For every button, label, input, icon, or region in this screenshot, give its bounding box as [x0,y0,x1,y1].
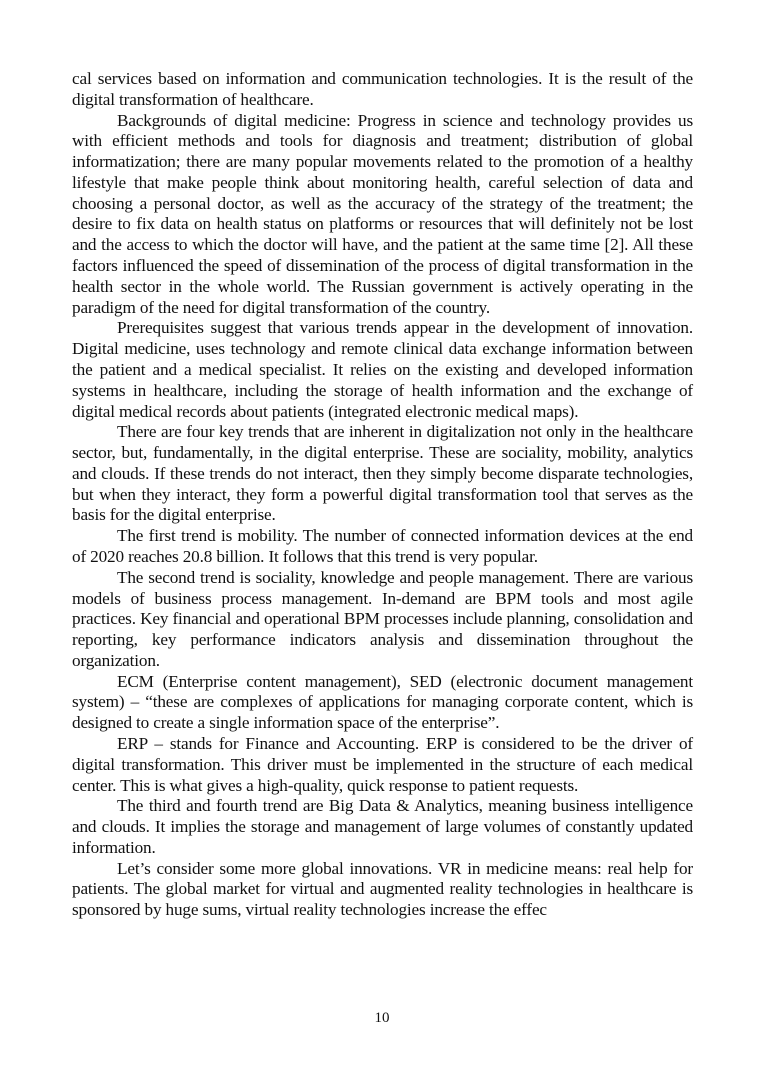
page-body [72,69,693,921]
page-number: 10 [374,1010,390,1026]
paragraph-backgrounds-digital-medicine: Backgrounds of digital medicine: Progress in science and technology provides us with efficient methods and tools for diagnosis and treatment; distribution of global informatization; there are many popular movements related to the promotion of a healthy lifestyle that make people think about monitoring health, careful selection of data and choosing a personal doctor, as well as the accuracy of the strategy of the treatment; the desire to fix data on health status on platforms or resources that will definitely not be lost and the access to which the doctor will have, and the patient at the same time [2]. All these factors influenced the speed of dissemination of the process of digital transformation in the health sector in the whole world. The Russian government is actively operating in the paradigm of the need for digital transformation of the country. [72,110,693,317]
paragraph-erp: ERP – stands for Finance and Accounting. ERP is considered to be the driver of digital transformation. This driver must be implemented in the structure of each medical center. This is what gives a high-quality, quick response to patient requests. [72,734,693,795]
paragraph-global-innovations: Let’s consider some more global innovations. VR in medicine means: real help for patients. The global market for virtual and augmented reality technologies in healthcare is sponsored by huge sums, virtual reality technologies increase the effec [72,858,693,920]
paragraph-first-trend: The first trend is mobility. The number of connected information devices at the end of 2020 reaches 20.8 billion. It follows that this trend is very popular. [72,526,693,566]
paragraph-prerequisites: Prerequisites suggest that various trends appear in the development of innovation. Digital medicine, uses technology and remote clinical data exchange information between the patient and a medical specialist. It relies on the existing and developed information systems in healthcare, including the storage of health information and the exchange of digital medical records about patients (integrated electronic medical maps). [72,318,693,421]
paragraph-second-trend: The second trend is sociality, knowledge and people management. There are various models of business process management. In-demand are BPM tools and most agile practices. Key financial and operational BPM processes include planning, consolidation and reporting, key performance indicators analysis and dissemination throughout the organization. [72,567,693,670]
paragraph-third-fourth-trend: The third and fourth trend are Big Data & Analytics, meaning business intelligence and clouds. It implies the storage and management of large volumes of constantly updated information. [72,796,693,857]
paragraph-four-key-trends: There are four key trends that are inherent in digitalization not only in the healthcare sector, but, fundamentally, in the digital enterprise. These are sociality, mobility, analytics and clouds. If these trends do not interact, then they simply become disparate technologies, but when they interact, they form a powerful digital transformation tool that serves as the basis for the digital enterprise. [72,422,693,525]
paragraph-ecm-sed: ECM (Enterprise content management), SED (electronic document management system) – “these are complexes of applications for managing corporate content, which is designed to create a single information space of the enterprise”. [72,671,693,733]
paragraph-continuation: cal services based on information and communication technologies. It is the result of the digital transformation of healthcare. [72,69,693,109]
